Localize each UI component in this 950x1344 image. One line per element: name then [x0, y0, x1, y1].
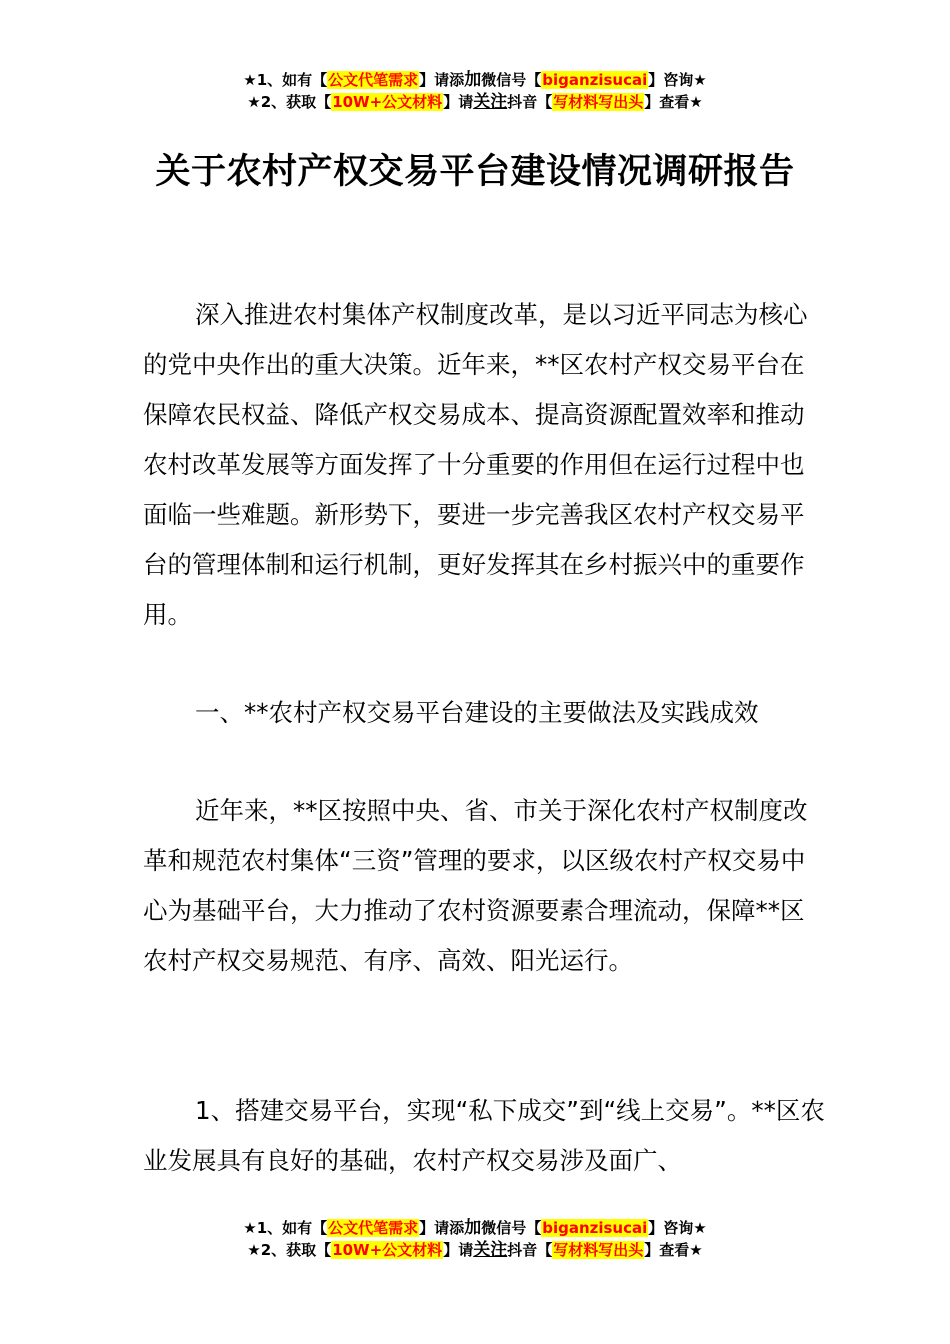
- paragraph-item-1: 1、搭建交易平台，实现“私下成交”到“线上交易”。**区农业发展具有良好的基础，农村产权交易涉及面广、: [143, 1096, 825, 1175]
- highlight-wechat-id: biganzisucai: [542, 71, 648, 89]
- document-title: 关于农村产权交易平台建设情况调研报告: [155, 152, 795, 192]
- banner-line-2: ★2、获取【10W+公文材料】请关注抖音【写材料写出头】查看★: [247, 92, 703, 112]
- highlight-materials: 10W+公文材料: [332, 1241, 443, 1259]
- footer-banner: [0, 1217, 950, 1261]
- highlight-service: 公文代笔需求: [328, 71, 419, 89]
- banner-line-1: ★1、如有【公文代笔需求】请添加微信号【biganzisucai】咨询★: [243, 70, 707, 90]
- paragraph-intro: 深入推进农村集体产权制度改革，是以习近平同志为核心的党中央作出的重大决策。近年来，**区农村产权交易平台在保障农民权益、降低产权交易成本、提高资源配置效率和推动农村改革发展等方面发挥了十分重要的作用但在运行过程中也面临一些难题。新形势下，要进一步完善我区农村产权交易平台的管理体制和运行机制，更好发挥其在乡村振兴中的重要作用。: [143, 300, 808, 629]
- banner-line-2: ★2、获取【10W+公文材料】请关注抖音【写材料写出头】查看★: [247, 1240, 703, 1260]
- highlight-douyin-account: 写材料写出头: [553, 1241, 644, 1259]
- banner-line-1: ★1、如有【公文代笔需求】请添加微信号【biganzisucai】咨询★: [243, 1218, 707, 1238]
- section-heading-1: 一、**农村产权交易平台建设的主要做法及实践成效: [195, 698, 759, 727]
- highlight-materials: 10W+公文材料: [332, 93, 443, 111]
- header-banner: [0, 69, 950, 113]
- paragraph-section-1: 近年来，**区按照中央、省、市关于深化农村产权制度改革和规范农村集体“三资”管理的要求，以区级农村产权交易中心为基础平台，大力推动了农村资源要素合理流动，保障**区农村产权交易规范、有序、高效、阳光运行。: [143, 796, 808, 975]
- highlight-service: 公文代笔需求: [328, 1219, 419, 1237]
- highlight-wechat-id: biganzisucai: [542, 1219, 648, 1237]
- highlight-douyin-account: 写材料写出头: [553, 93, 644, 111]
